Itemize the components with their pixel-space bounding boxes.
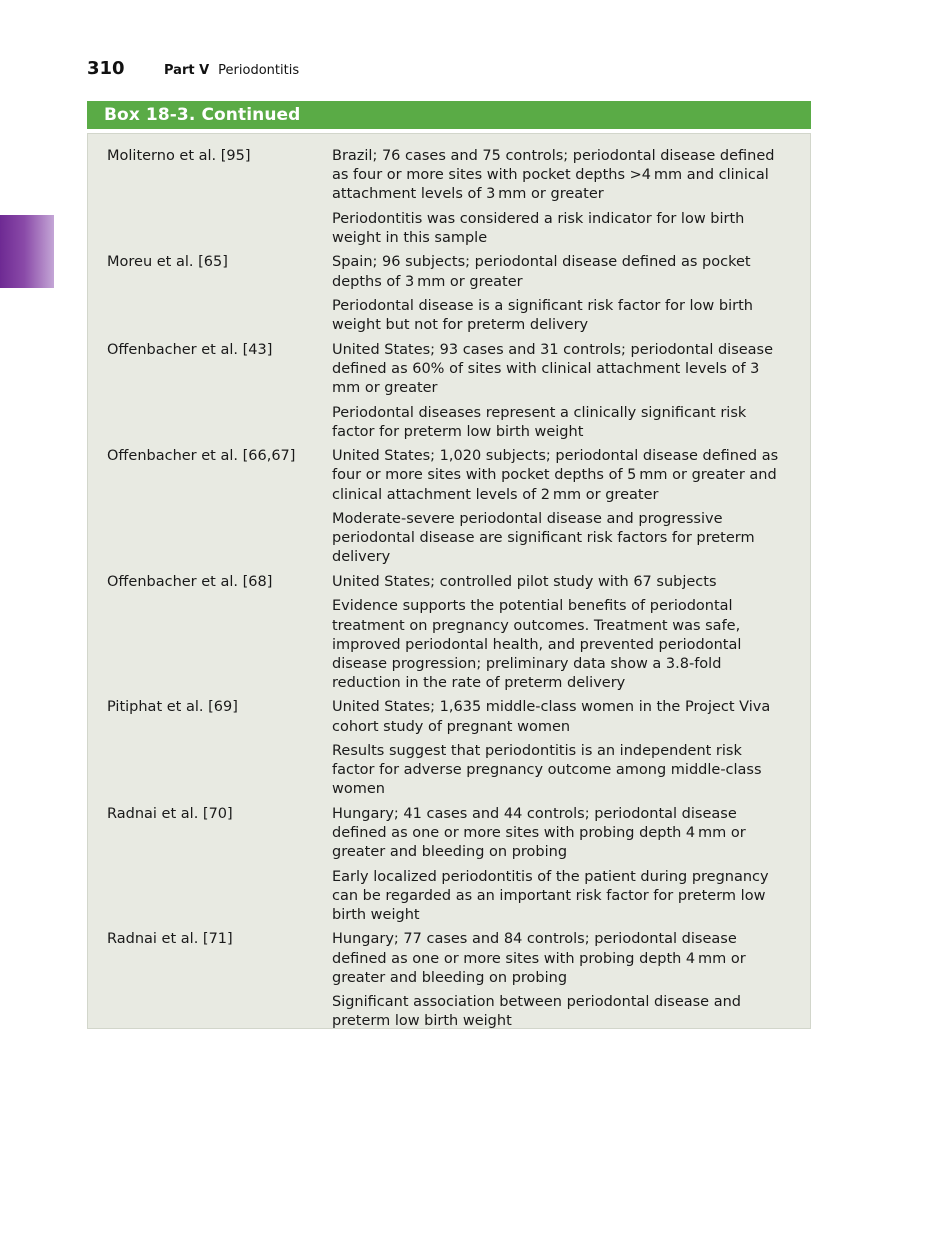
entry-author: Moreu et al. [65] [107, 254, 228, 271]
page-number: 310 [87, 58, 125, 79]
entry-text [332, 447, 784, 573]
part-label: Part V [164, 63, 210, 78]
entry-finding: Significant association between periodontal disease and preterm low birth weight [332, 994, 741, 1030]
entry-study-design: United States; 1,020 subjects; periodontal disease defined as four or more sites with pocket depths of 5 mm or greater and clinical attachment levels of 2 mm or greater [332, 448, 779, 503]
entry-finding: Periodontal disease is a significant risk factor for low birth weight but not for preterm delivery [332, 298, 753, 334]
entry-finding: Moderate-severe periodontal disease and progressive periodontal disease are significant risk factors for preterm delivery [332, 511, 755, 566]
box-entry [88, 447, 810, 573]
entry-author: Radnai et al. [71] [107, 931, 233, 948]
entry-author: Radnai et al. [70] [107, 805, 233, 822]
box-entry [88, 253, 810, 340]
entry-author: Pitiphat et al. [69] [107, 699, 238, 716]
entry-study-design: United States; controlled pilot study with 67 subjects [332, 573, 717, 590]
chapter-side-tab [0, 215, 54, 288]
entry-text [332, 805, 784, 931]
entry-study-design: United States; 1,635 middle-class women in the Project Viva cohort study of pregnant women [332, 699, 771, 735]
entry-author: Offenbacher et al. [68] [107, 573, 273, 590]
entry-study-design: Spain; 96 subjects; periodontal disease defined as pocket depths of 3 mm or greater [332, 254, 751, 290]
box-entry [88, 573, 810, 699]
entry-finding: Periodontitis was considered a risk indicator for low birth weight in this sample [332, 210, 745, 246]
box-title: Box 18-3. Continued [87, 101, 811, 129]
box-entry [88, 147, 810, 253]
entry-author: Offenbacher et al. [43] [107, 341, 273, 358]
box-entry [88, 698, 810, 804]
entry-finding: Results suggest that periodontitis is an independent risk factor for adverse pregnancy outcome among middle-class women [332, 743, 762, 798]
entry-study-design: Hungary; 41 cases and 44 controls; periodontal disease defined as one or more sites with probing depth 4 mm or greater and bleeding on probing [332, 805, 746, 861]
entry-author: Moliterno et al. [95] [107, 148, 251, 164]
entry-text [332, 253, 784, 340]
entry-finding: Evidence supports the potential benefits of periodontal treatment on pregnancy outcomes. Treatment was safe, improved periodontal health, and prevented periodontal disease progression; preliminary data show a 3.8-fold reduction in the rate of preterm delivery [332, 598, 742, 691]
box-entry [88, 930, 810, 1036]
entry-author: Offenbacher et al. [66,67] [107, 448, 296, 465]
entry-text [332, 573, 784, 699]
entry-text [332, 930, 784, 1036]
entry-finding: Early localized periodontitis of the patient during pregnancy can be regarded as an important risk factor for preterm low birth weight [332, 868, 769, 923]
entry-study-design: Brazil; 76 cases and 75 controls; periodontal disease defined as four or more sites with pocket depths >4 mm and clinical attachment levels of 3 mm or greater [332, 148, 775, 203]
entry-text [332, 147, 784, 253]
box-entry [88, 341, 810, 447]
entry-finding: Periodontal diseases represent a clinically significant risk factor for preterm low birth weight [332, 404, 747, 440]
entry-text [332, 698, 784, 804]
part-title: Periodontitis [218, 63, 300, 78]
running-head [87, 58, 299, 82]
entry-study-design: Hungary; 77 cases and 84 controls; periodontal disease defined as one or more sites with probing depth 4 mm or greater and bleeding on probing [332, 931, 746, 986]
entry-text [332, 341, 784, 447]
entry-study-design: United States; 93 cases and 31 controls; periodontal disease defined as 60% of sites with clinical attachment levels of 3 mm or greater [332, 341, 774, 397]
box-body [87, 133, 811, 1029]
box-entry [88, 805, 810, 931]
